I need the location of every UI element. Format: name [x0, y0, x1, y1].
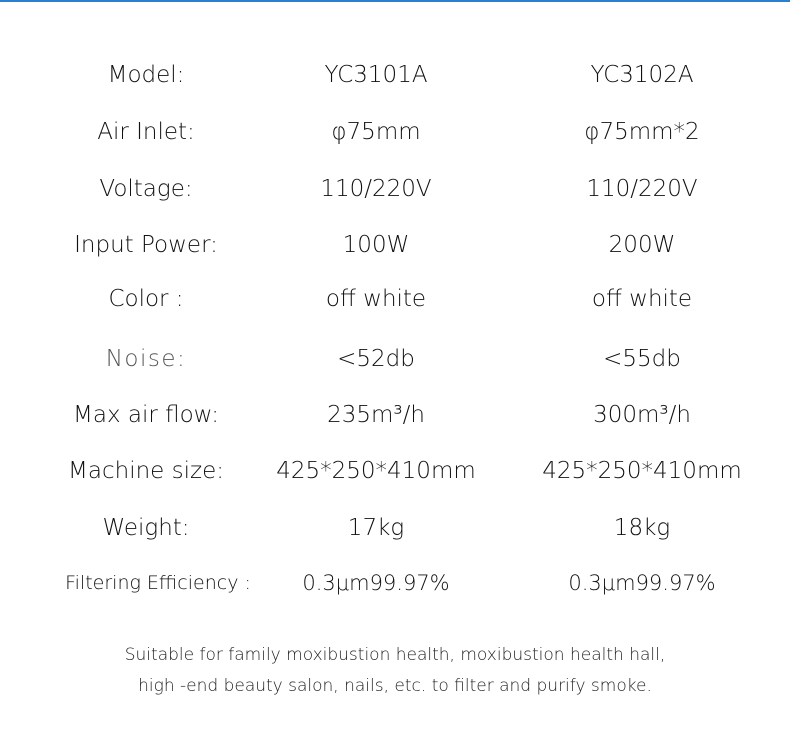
spec-row-voltage — [0, 169, 790, 209]
spec-label: Weight: — [102, 515, 190, 541]
spec-value-yc3102a: 425*250*410mm — [542, 458, 742, 484]
spec-value-yc3101a: φ75mm — [331, 119, 421, 145]
spec-row-max-air-flow — [0, 395, 790, 435]
spec-row-noise — [0, 339, 790, 379]
spec-label: Filtering Efficiency : — [65, 572, 251, 594]
spec-label: Input Power: — [74, 232, 218, 258]
spec-label: Noise: — [105, 346, 187, 372]
spec-value-yc3101a: 235m³/h — [327, 402, 425, 428]
spec-value-yc3102a: 200W — [608, 232, 676, 258]
spec-value-yc3102a: <55db — [603, 346, 681, 372]
spec-value-yc3102a: 300m³/h — [593, 402, 691, 428]
spec-row-filtering-efficiency — [0, 563, 790, 603]
spec-label: Max air flow: — [73, 402, 219, 428]
spec-value-yc3101a: <52db — [337, 346, 415, 372]
spec-row-weight — [0, 508, 790, 548]
spec-row-machine-size — [0, 451, 790, 491]
spec-value-yc3102a: 18kg — [613, 515, 671, 541]
spec-value-yc3101a: 0.3μm99.97% — [302, 571, 450, 595]
description-line-2: high -end beauty salon, nails, etc. to filter and purify smoke. — [138, 676, 652, 696]
spec-row-input-power — [0, 225, 790, 265]
product-description — [0, 640, 790, 702]
spec-value-yc3101a: off white — [325, 286, 427, 312]
spec-value-yc3102a: off white — [591, 286, 693, 312]
spec-value-yc3101a: 425*250*410mm — [276, 458, 476, 484]
spec-row-air-inlet — [0, 112, 790, 152]
spec-label: Air Inlet: — [97, 119, 195, 145]
spec-label: Voltage: — [99, 176, 193, 202]
spec-label: Model: — [107, 62, 185, 88]
spec-value-yc3102a: 110/220V — [586, 176, 698, 202]
description-line-1: Suitable for family moxibustion health, moxibustion health hall, — [124, 645, 666, 665]
spec-label: Machine size: — [68, 458, 224, 484]
spec-value-yc3101a: YC3101A — [324, 62, 428, 88]
spec-row-color — [0, 279, 790, 319]
spec-value-yc3102a: YC3102A — [590, 62, 694, 88]
spec-value-yc3101a: 17kg — [347, 515, 405, 541]
spec-row-model — [0, 55, 790, 95]
spec-value-yc3102a: 0.3μm99.97% — [568, 571, 716, 595]
spec-label: Color : — [108, 286, 184, 312]
spec-value-yc3102a: φ75mm*2 — [584, 119, 700, 145]
spec-value-yc3101a: 110/220V — [320, 176, 432, 202]
spec-value-yc3101a: 100W — [342, 232, 410, 258]
